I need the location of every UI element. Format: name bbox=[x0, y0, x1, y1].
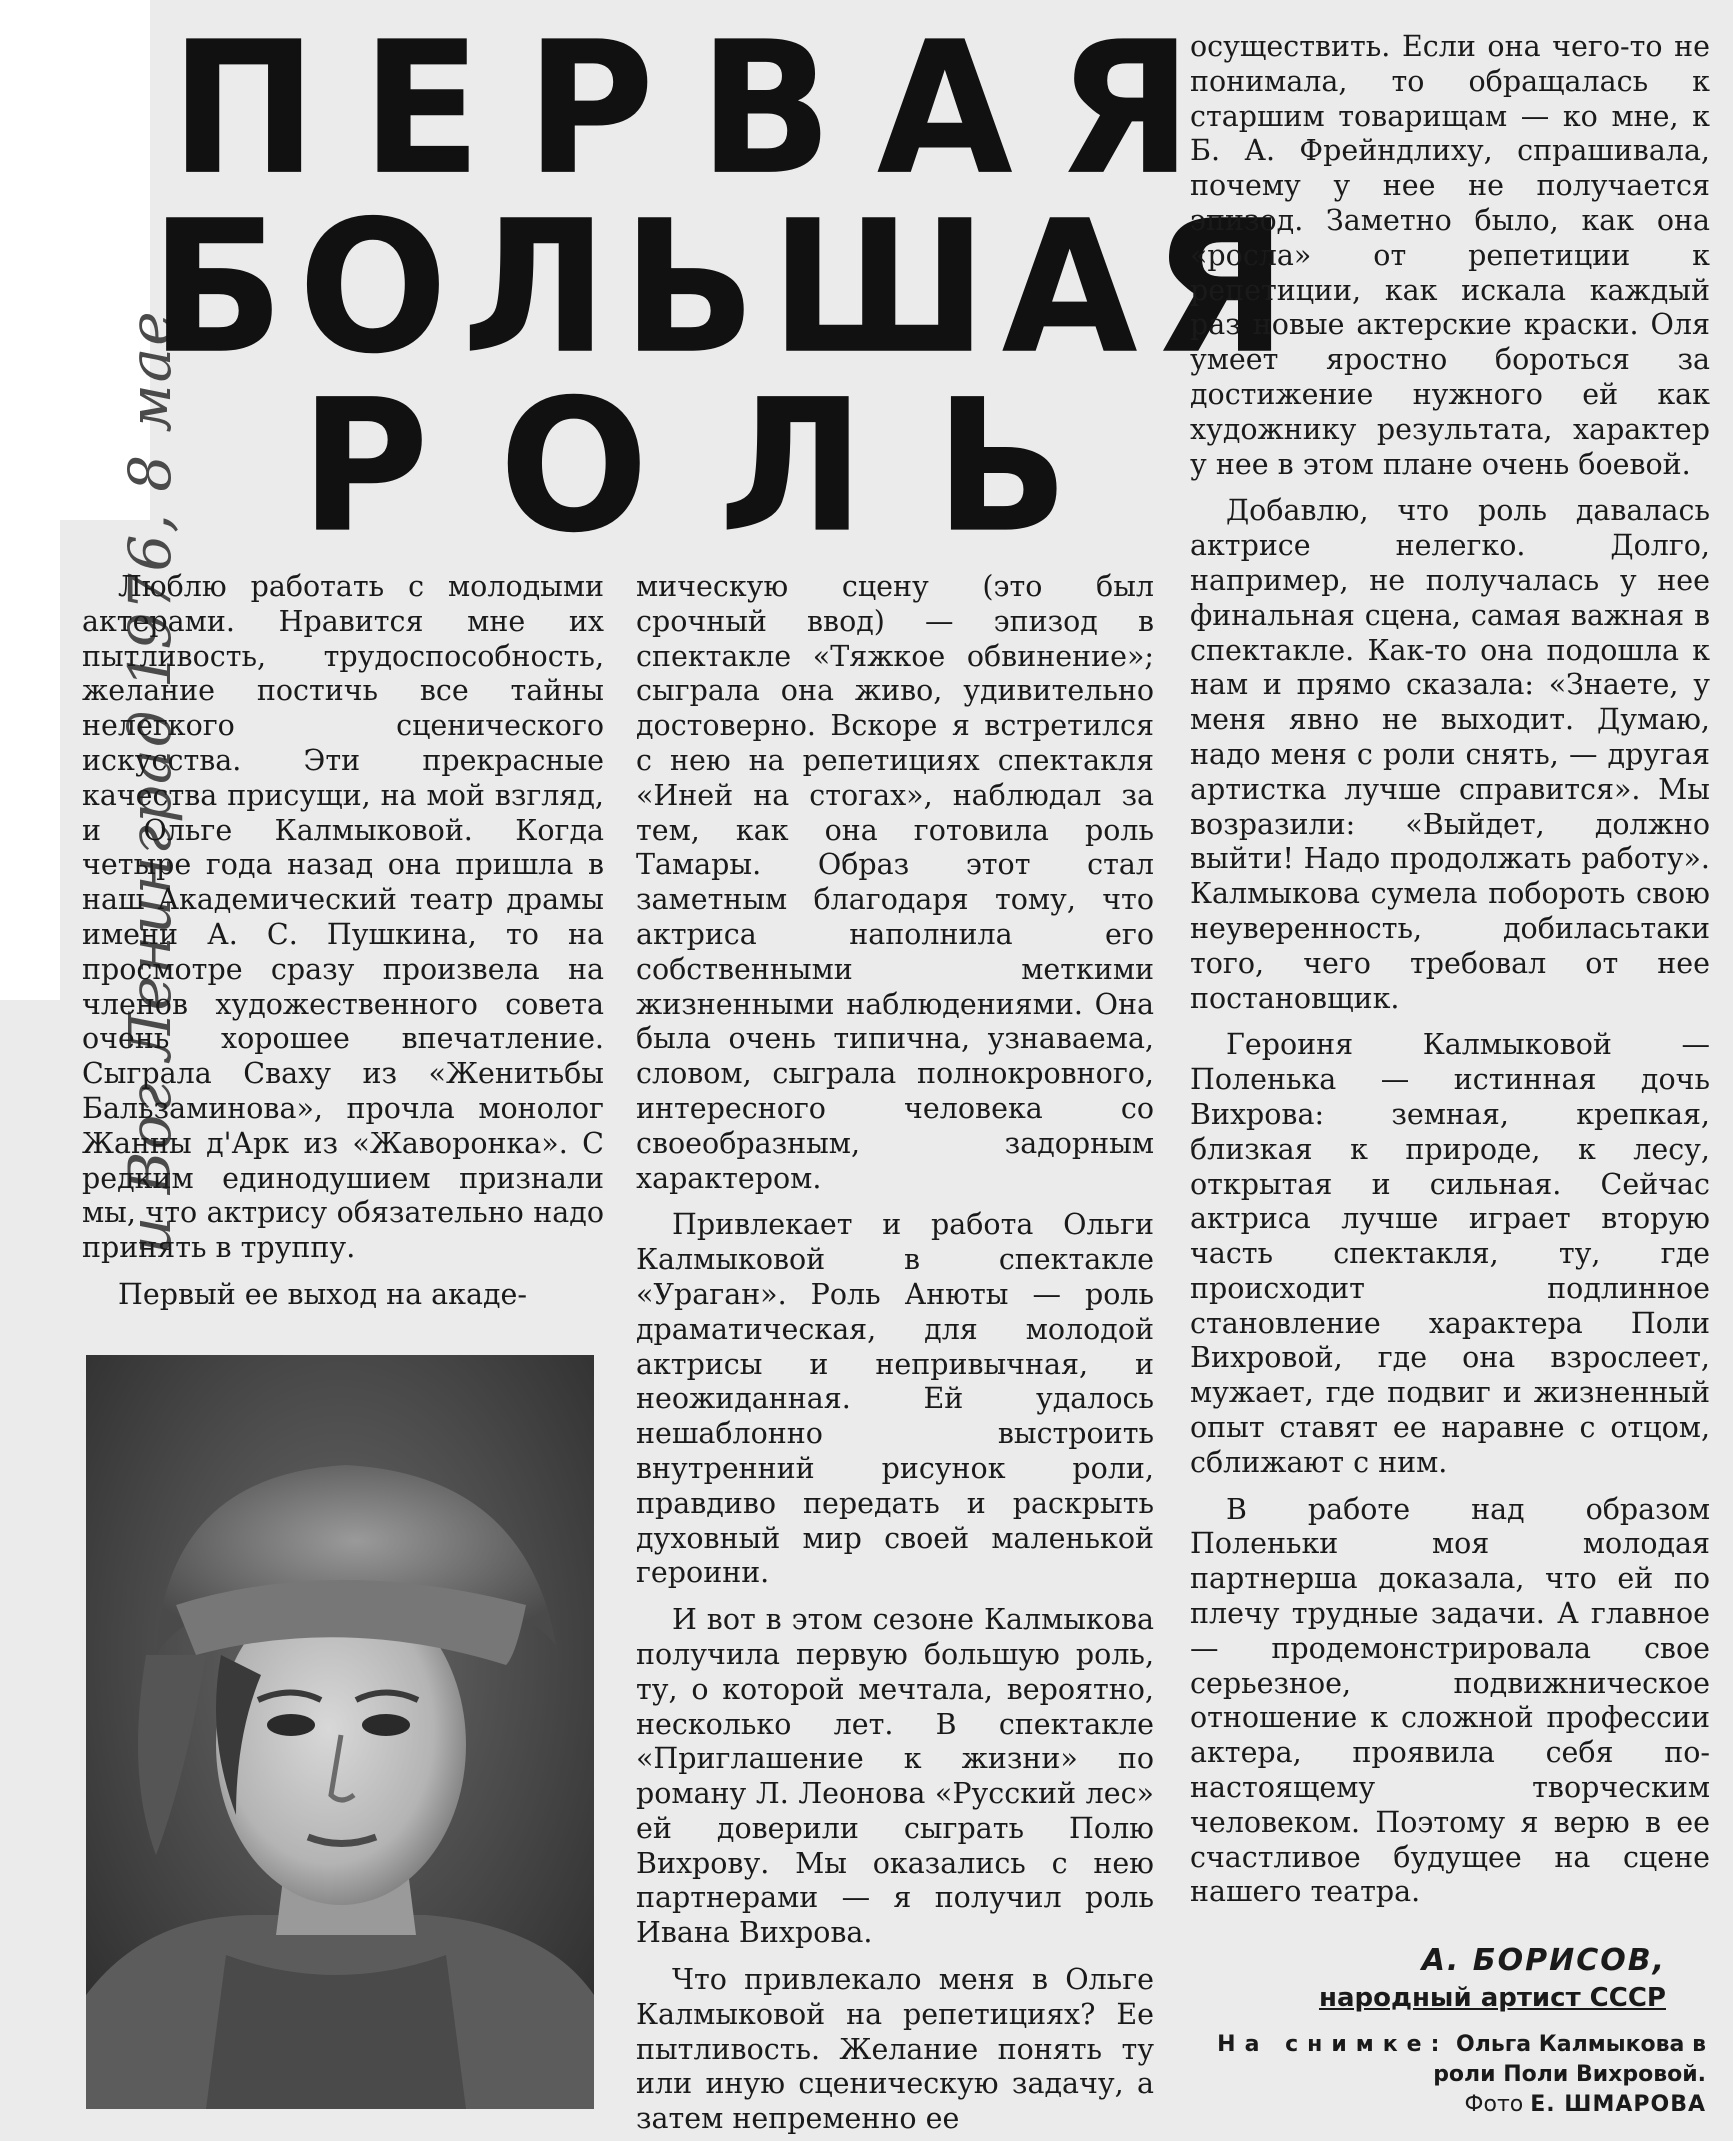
author-title: народный артист СССР bbox=[1318, 1983, 1666, 2013]
author-signature bbox=[1190, 1942, 1666, 2016]
author-name: А. БОРИСОВ, bbox=[1421, 1943, 1666, 1978]
caption-text: Ольга Калмыкова в роли Поли Вихровой. bbox=[1433, 2032, 1706, 2087]
handwritten-note: и Вог Ленинград 1976, 8 мае bbox=[116, 309, 184, 1254]
photo-credit-name: Е. ШМАРОВА bbox=[1530, 2092, 1706, 2117]
article-column-2 bbox=[636, 570, 1154, 2137]
paragraph: осуществить. Если она чего-то не понимала, то обращалась к старшим товарищам — ко мне, к Б. А. Фрейндлиху, спрашивала, почему у нее не получается эпизод. Заметно было, как она «росла» от репетиции к репетиции, как искала каждый раз новые актерские краски. Оля умеет яростно бороться за достижение нужного ей как художнику результата, характер у нее в этом плане очень боевой. bbox=[1190, 30, 1710, 481]
photo-credit-prefix: Фото bbox=[1464, 2092, 1524, 2117]
paragraph: Героиня Калмыковой — Поленька — истинная дочь Вихрова: земная, крепкая, близкая к природе, к лесу, открытая и сильная. Сейчас актриса лучше играет вторую часть спектакля, ту, где происходит подлинное становление характера Поли Вихровой, где она взрослеет, мужает, где подвиг и жизненный опыт ставят ее наравне с отцом, сближают с ним. bbox=[1190, 1028, 1710, 1479]
paragraph: В работе над образом Поленьки моя молодая партнерша доказала, что ей по плечу трудные задачи. А главное — продемонстрировала свое серьезное, подвижническое отношение к сложной профессии актера, проявила себя по-настоящему творческим человеком. Поэтому я верю в ее счастливое будущее на сцене нашего театра. bbox=[1190, 1492, 1710, 1909]
photo-caption bbox=[1190, 2030, 1706, 2120]
headline-line-3: РОЛЬ bbox=[300, 360, 1139, 574]
article-column-1 bbox=[82, 570, 604, 1313]
paragraph: И вот в этом сезоне Калмыкова получила первую большую роль, ту, о которой мечтала, вероятно, несколько лет. В спектакле «Приглашение к жизни» по роману Л. Леонова «Русский лес» ей доверили сыграть Полю Вихрову. Мы оказались с нею партнерами — я получил роль Ивана Вихрова. bbox=[636, 1603, 1154, 1950]
paragraph: Привлекает и работа Ольги Калмыковой в спектакле «Ураган». Роль Анюты — роль драматическая, для молодой актрисы и непривычная, и неожиданная. Ей удалось нешаблонно выстроить внутренний рисунок роли, правдиво передать и раскрыть духовный мир своей маленькой героини. bbox=[636, 1208, 1154, 1590]
portrait-photo bbox=[86, 1355, 594, 2109]
paragraph: Люблю работать с молодыми актерами. Нравится мне их пытливость, трудоспособность, желание постичь все тайны нелегкого сценического искусства. Эти прекрасные качества присущи, на мой взгляд, и Ольге Калмыковой. Когда четыре года назад она пришла в наш Академический театр драмы имени А. С. Пушкина, то на просмотре сразу произвела на членов художественного совета очень хорошее впечатление. Сыграла Сваху из «Женитьбы Бальзаминова», прочла монолог Жанны д'Арк из «Жаворонка». С редким единодушием признали мы, что актрису обязательно надо принять в труппу. bbox=[82, 570, 604, 1265]
paragraph: мическую сцену (это был срочный ввод) — эпизод в спектакле «Тяжкое обвинение»; сыграла она живо, удивительно достоверно. Вскоре я встретился с нею на репетициях спектакля «Иней на стогах», наблюдал за тем, как она готовила роль Тамары. Образ этот стал заметным благодаря тому, что актриса наполнила его собственными меткими жизненными наблюдениями. Она была очень типична, узнаваема, словом, сыграла полнокровного, интересного человека со своеобразным, задорным характером. bbox=[636, 570, 1154, 1195]
clipping-cutout-lower bbox=[0, 520, 60, 1000]
headline-line-2: БОЛЬШАЯ bbox=[150, 181, 1302, 395]
portrait-photo-image bbox=[86, 1355, 594, 2109]
headline bbox=[150, 2, 1302, 574]
paragraph: Первый ее выход на акаде- bbox=[118, 1277, 527, 1311]
paragraph: Добавлю, что роль давалась актрисе нелегко. Долго, например, не получалась у нее финальная сцена, самая важная в спектакле. Как-то она подошла к нам и прямо сказала: «Знаете, у меня явно не выходит. Думаю, надо меня с роли снять, — другая артистка лучше справится». Мы возразили: «Выйдет, должно выйти! Надо продолжать работу». Калмыкова сумела побороть свою неуверенность, добиласьтаки того, чего требовал от нее постановщик. bbox=[1190, 494, 1710, 1015]
article-column-3 bbox=[1190, 30, 1710, 1910]
photo-credit bbox=[1465, 2092, 1706, 2117]
headline-line-1: ПЕРВАЯ bbox=[170, 2, 1237, 216]
paragraph: Что привлекало меня в Ольге Калмыковой на репетициях? Ее пытливость. Желание понять ту или иную сценическую задачу, а затем непременно ее bbox=[636, 1963, 1154, 2136]
caption-lead: На снимке: bbox=[1217, 2032, 1449, 2057]
